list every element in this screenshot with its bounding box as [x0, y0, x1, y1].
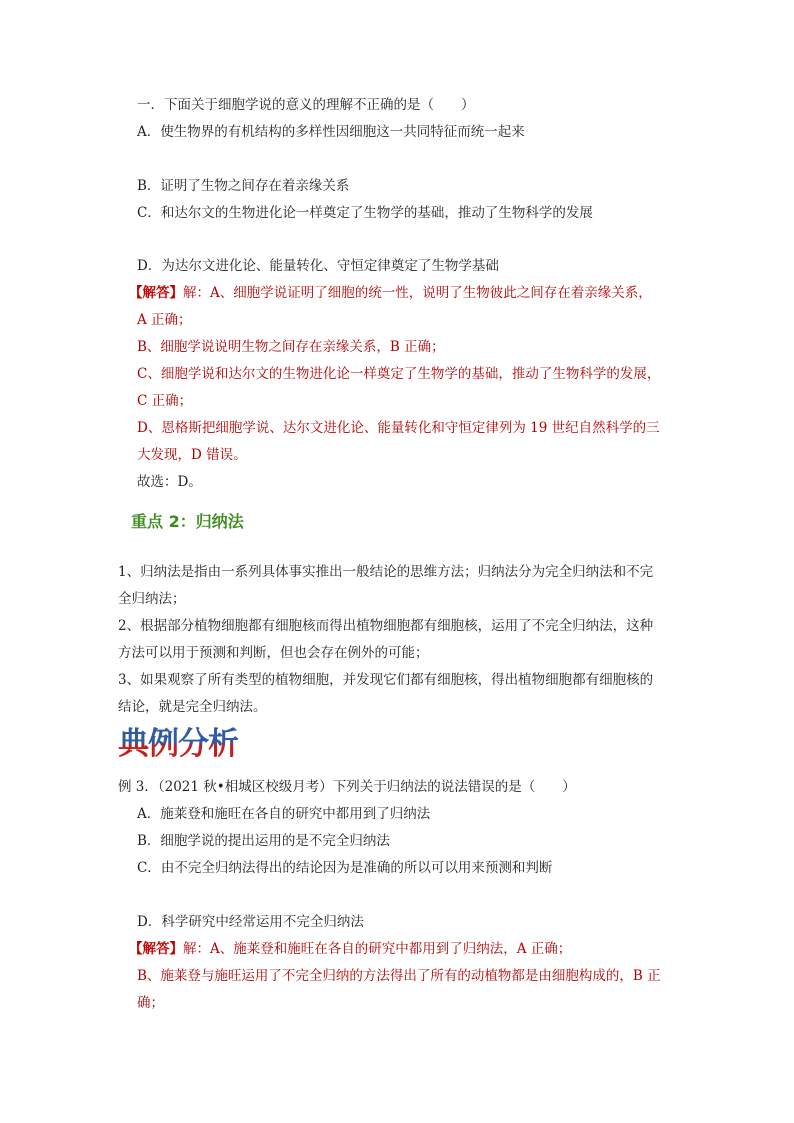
question-2-option-b: B．细胞学说的提出运用的是不完全归纳法 [137, 833, 390, 849]
point-2-line-2: 方法可以用于预测和判断，但也会存在例外的可能； [118, 645, 429, 661]
point-3-line-2: 结论，就是完全归纳法。 [118, 699, 267, 715]
answer-tag: 【解答】 [129, 941, 183, 957]
question-1-option-c: C．和达尔文的生物进化论一样奠定了生物学的基础，推动了生物科学的发展 [137, 205, 593, 221]
question-1-stem: 一．下面关于细胞学说的意义的理解不正确的是（ ） [137, 97, 475, 113]
question-2-option-a: A．施莱登和施旺在各自的研究中都用到了归纳法 [137, 806, 431, 822]
question-1-answer-line-6: D、恩格斯把细胞学说、达尔文进化论、能量转化和守恒定律列为 19 世纪自然科学的三 [137, 420, 660, 436]
question-2-answer-line-1: 【解答】解：A、施莱登和施旺在各自的研究中都用到了归纳法，A 正确； [129, 941, 572, 957]
question-1-answer-line-4: C、细胞学说和达尔文的生物进化论一样奠定了生物学的基础，推动了生物科学的发展， [137, 366, 661, 382]
question-2-stem: 例 3．（2021 秋•相城区校级月考）下列关于归纳法的说法错误的是（ ） [118, 779, 576, 795]
point-3-line-1: 3、如果观察了所有类型的植物细胞，并发现它们都有细胞核，得出植物细胞都有细胞核的 [118, 672, 654, 688]
point-1-line-1: 1、归纳法是指由一系列具体事实推出一般结论的思维方法；归纳法分为完全归纳法和不完 [118, 564, 654, 580]
banner-fade [238, 724, 278, 766]
question-2-option-c: C．由不完全归纳法得出的结论因为是准确的所以可以用来预测和判断 [137, 860, 553, 876]
question-1-option-a: A．使生物界的有机结构的多样性因细胞这一共同特征而统一起来 [137, 124, 525, 140]
example-analysis-banner [118, 724, 278, 766]
question-1-answer-line-2: A 正确； [137, 312, 192, 328]
question-1-option-b: B．证明了生物之间存在着亲缘关系 [137, 178, 350, 194]
question-2-option-d: D．科学研究中经常运用不完全归纳法 [137, 914, 364, 930]
banner-text: 典例分析 [118, 724, 278, 764]
question-1-answer-line-1: 【解答】解：A、细胞学说证明了细胞的统一性，说明了生物彼此之间存在着亲缘关系， [129, 285, 652, 301]
point-1-line-2: 全归纳法； [118, 591, 186, 607]
question-2-answer-line-2: B、施莱登与施旺运用了不完全归纳的方法得出了所有的动植物都是由细胞构成的，B 正 [137, 968, 661, 984]
question-1-answer-line-3: B、细胞学说说明生物之间存在亲缘关系，B 正确； [137, 339, 445, 355]
point-2-line-1: 2、根据部分植物细胞都有细胞核而得出植物细胞都有细胞核，运用了不完全归纳法，这种 [118, 618, 654, 634]
question-1-choice: 故选：D。 [137, 474, 202, 490]
question-2-answer-line-3: 确； [137, 995, 164, 1011]
section-heading: 重点 2：归纳法 [131, 512, 244, 531]
answer-tag: 【解答】 [129, 285, 183, 301]
question-1-answer-line-5: C 正确； [137, 393, 193, 409]
question-1-answer-line-7: 大发现，D 错误。 [137, 447, 247, 463]
question-1-option-d: D．为达尔文进化论、能量转化、守恒定律奠定了生物学基础 [137, 258, 499, 274]
